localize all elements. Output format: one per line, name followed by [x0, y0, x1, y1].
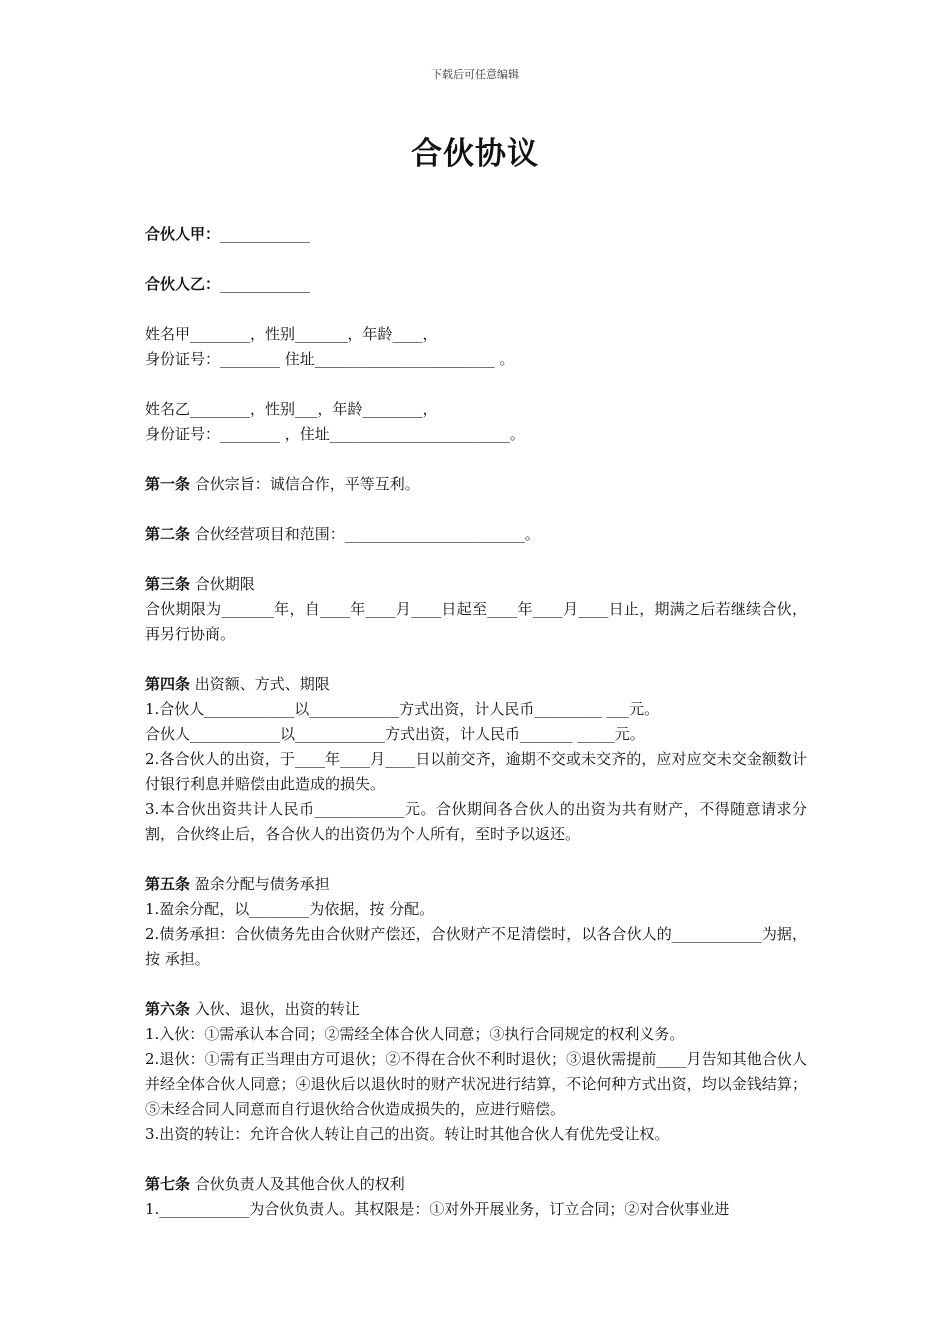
- section-line: [145, 672, 807, 697]
- blank-line: [145, 447, 807, 472]
- section-text: 合伙宗旨：诚信合作，平等互利。: [190, 475, 420, 493]
- body-line: 1.合伙人____________以____________方式出资，计人民币_________ ___元。: [145, 700, 660, 718]
- section-label: 第七条: [145, 1175, 191, 1193]
- section-label: 第二条: [145, 525, 191, 543]
- document-title: 合伙协议: [411, 136, 539, 172]
- blank-line: [145, 497, 807, 522]
- section-label: 第五条: [145, 875, 191, 893]
- body-line: 2.债务承担：合伙债务先由合伙财产偿还，合伙财产不足清偿时，以各合伙人的____________为据，按 承担。: [145, 925, 807, 968]
- section-text: 合伙期限: [190, 575, 255, 593]
- body-line: 2.退伙：①需有正当理由方可退伙；②不得在合伙不利时退伙；③退伙需提前____月告知其他合伙人并经全体合伙人同意；④退伙后以退伙时的财产状况进行结算，不论何种方式出资，均以金钱结算；⑤未经合同人同意而自行退伙给合伙造成损失的，应进行赔偿。: [145, 1050, 807, 1118]
- section-line: [145, 472, 807, 497]
- section-text: 出资额、方式、期限: [190, 675, 330, 693]
- document-body: [145, 222, 807, 1222]
- blank-line: [145, 297, 807, 322]
- blank-line: [145, 847, 807, 872]
- section-label: 第三条: [145, 575, 191, 593]
- body-line: 1.入伙：①需承认本合同；②需经全体合伙人同意；③执行合同规定的权利义务。: [145, 1025, 685, 1043]
- section-line: [145, 572, 807, 597]
- section-line: [145, 272, 807, 297]
- section-label: 合伙人乙：: [145, 275, 221, 293]
- body-line: 1.盈余分配，以________为依据，按 分配。: [145, 900, 435, 918]
- section-line: [145, 997, 807, 1022]
- body-line: 身份证号：________ 住址________________________ 。: [145, 350, 515, 368]
- section-text: ____________: [220, 225, 311, 243]
- section-text: 合伙经营项目和范围：________________________。: [190, 525, 540, 543]
- section-line: [145, 1172, 807, 1197]
- body-line: 身份证号：________ ，住址________________________。: [145, 425, 525, 443]
- blank-line: [145, 972, 807, 997]
- blank-line: [145, 372, 807, 397]
- blank-line: [145, 1147, 807, 1172]
- body-line: 姓名乙________，性别___，年龄________，: [145, 400, 438, 418]
- section-label: 合伙人甲：: [145, 225, 221, 243]
- body-line: 1.____________为合伙负责人。其权限是：①对外开展业务，订立合同；②对合伙事业进: [145, 1200, 730, 1218]
- body-line: 合伙人____________以____________方式出资，计人民币_______ _____元。: [145, 725, 645, 743]
- section-label: 第六条: [145, 1000, 191, 1018]
- section-line: [145, 522, 807, 547]
- section-line: [145, 872, 807, 897]
- body-line: 3.本合伙出资共计人民币____________元。合伙期间各合伙人的出资为共有财产，不得随意请求分割，合伙终止后，各合伙人的出资仍为个人所有，至时予以返还。: [145, 800, 807, 843]
- header-note: 下载后可任意编辑: [431, 68, 519, 81]
- section-label: 第一条: [145, 475, 191, 493]
- body-line: 姓名甲________，性别_______，年龄____，: [145, 325, 438, 343]
- blank-line: [145, 647, 807, 672]
- section-label: 第四条: [145, 675, 191, 693]
- section-text: 入伙、退伙，出资的转让: [190, 1000, 360, 1018]
- section-text: 盈余分配与债务承担: [190, 875, 330, 893]
- blank-line: [145, 247, 807, 272]
- section-text: 合伙负责人及其他合伙人的权利: [190, 1175, 405, 1193]
- body-line: 3.出资的转让：允许合伙人转让自己的出资。转让时其他合伙人有优先受让权。: [145, 1125, 670, 1143]
- section-line: [145, 222, 807, 247]
- body-line: 2.各合伙人的出资，于____年____月____日以前交齐，逾期不交或未交齐的，应对应交未交金额数计付银行利息并赔偿由此造成的损失。: [145, 750, 807, 793]
- body-line: 合伙期限为_______年，自____年____月____日起至____年____月____日止，期满之后若继续合伙，再另行协商。: [145, 600, 807, 643]
- section-text: ____________: [220, 275, 311, 293]
- blank-line: [145, 547, 807, 572]
